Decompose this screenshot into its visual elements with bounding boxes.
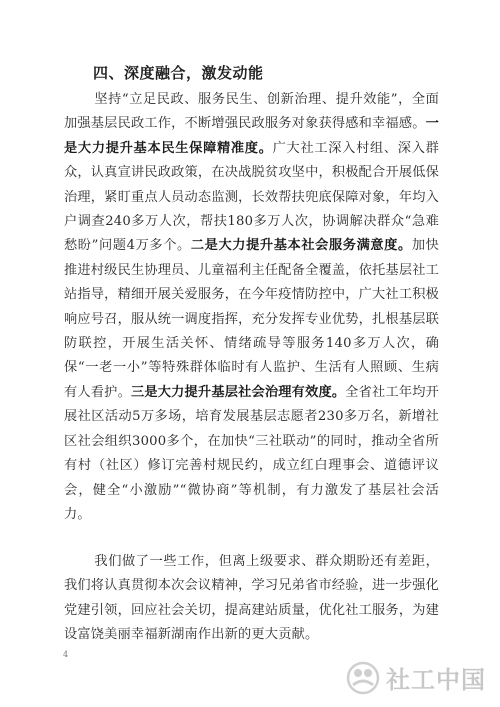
watermark-text: 社工中国 [386, 666, 486, 694]
point2-title: 二是大力提升基本社会服务满意度。 [190, 238, 412, 254]
point3-title: 三是大力提升基层社会治理有效度。 [130, 384, 346, 400]
body-paragraph-2 [64, 550, 439, 648]
section-heading: 四、深度融合，激发动能 [93, 64, 264, 82]
point2-text: 加快推进村级民生协理员、儿童福利主任配备全覆盖，依托基层社工站指导，精细开展关爱服务，在今年疫情防控中，广大社工积极响应号召，服从统一调度指挥，充分发挥专业优势，扎根基层联防联控，开展生活关怀、情绪疏导等服务140多万人次，确保“一老一小”等特殊群体临时有人监护、生活有人照顾、生病有人看护。 [64, 238, 440, 400]
watermark-logo-icon [346, 661, 380, 695]
page-number: 4 [63, 650, 69, 659]
point1-text: 广大社工深入村组、深入群众，认真宣讲民政政策，在决战脱贫攻坚中，积极配合开展低保治理，紧盯重点人员动态监测，长效帮扶兜底保障对象，年均入户调查240多万人次，帮扶180多万人次，协调解决群众“急难愁盼”问题4万多个。 [64, 140, 439, 254]
closing-text: 我们做了一些工作，但离上级要求、群众期盼还有差距，我们将认真贯彻本次会议精神，学习兄弟省市经验，进一步强化党建引领，回应社会关切，提高建站质量，优化社工服务，为建设富饶美丽幸福新湖南作出新的更大贡献。 [64, 554, 439, 643]
point1-title: 一是大力提升基本民生保障精准度。 [64, 116, 439, 156]
point3-text: 全省社工年均开展社区活动5万多场，培育发展基层志愿者230多万名，新增社区社会组织3000多个，在加快“三社联动”的同时，推动全省所有村（社区）修订完善村规民约，成立红白理事会、道德评议会，健全“小激励”“微协商”等机制，有力激发了基层社会活力。 [64, 384, 440, 522]
watermark [346, 660, 486, 695]
paragraph-intro: 坚持“立足民政、服务民生、创新治理、提升效能”，全面加强基层民政工作，不断增强民政服务对象获得感和幸福感。 [64, 92, 439, 132]
body-paragraph-1 [64, 88, 439, 527]
